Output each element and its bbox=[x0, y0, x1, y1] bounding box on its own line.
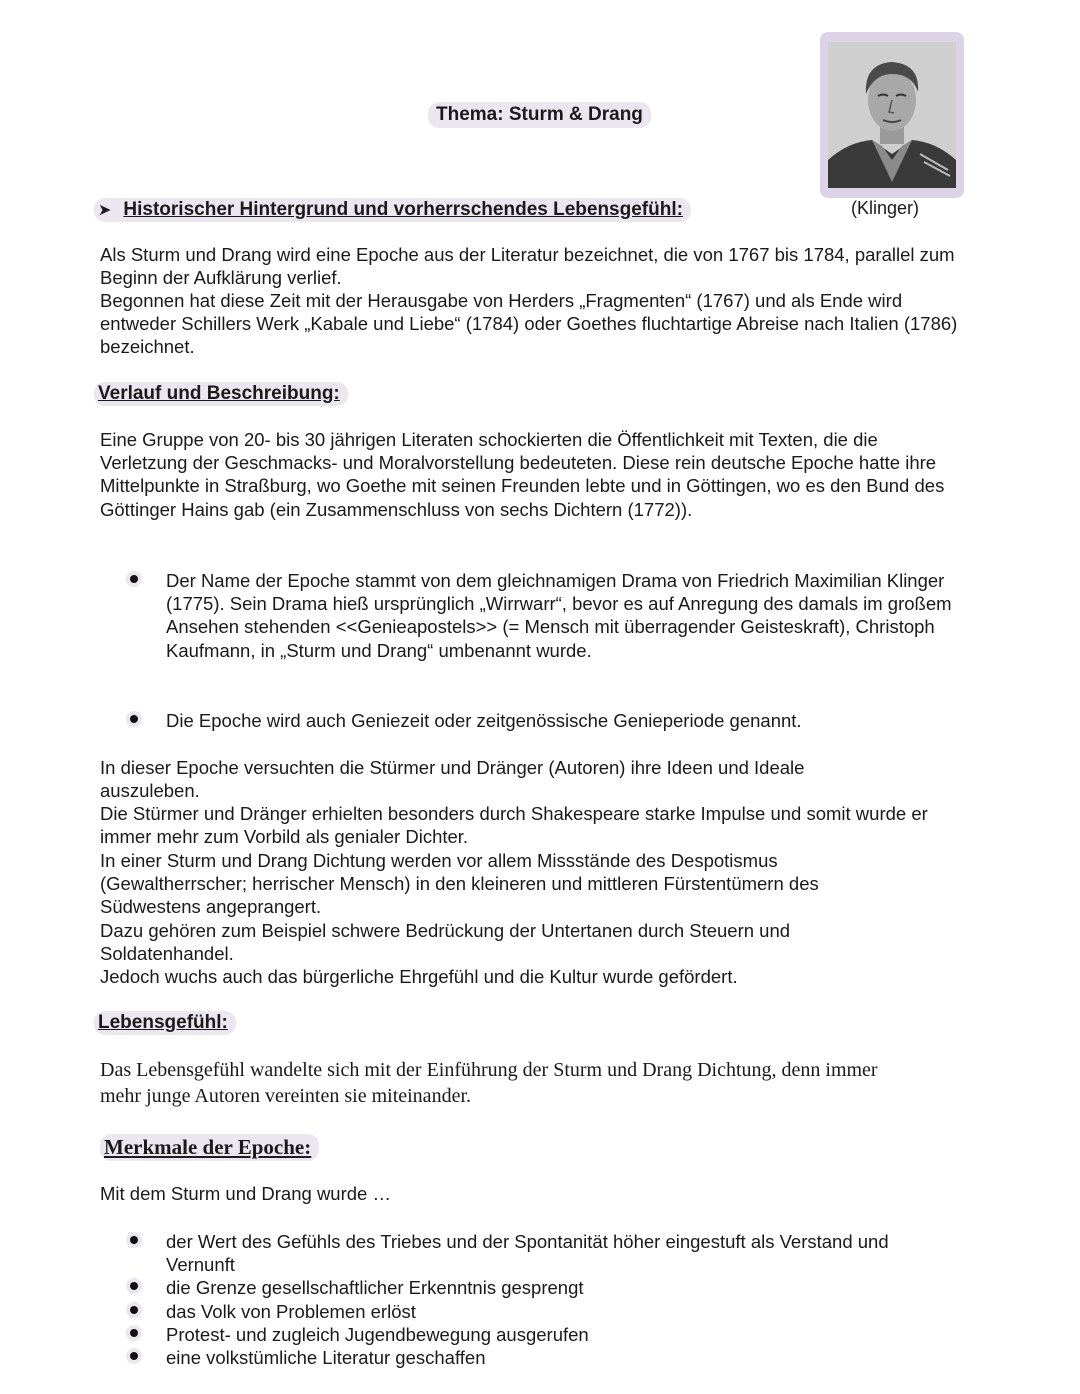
paragraph-despotism: In einer Sturm und Drang Dichtung werden vor allem Missstände des Despotismus (Gewaltherrscher; herrischer Mensch) in den kleineren und mittleren Fürstentümern des Südwestens angeprangert. bbox=[100, 850, 819, 918]
bullet-dot-icon bbox=[130, 1352, 138, 1360]
list-item: der Wert des Gefühls des Triebes und der Spontanität höher eingestuft als Verstand und Vernunft bbox=[126, 1230, 956, 1276]
bullet-dot-icon bbox=[130, 1282, 138, 1290]
bullet-dot-icon bbox=[130, 1329, 138, 1337]
bullet-list-name-origin bbox=[126, 569, 956, 662]
bullet-list-genius-age bbox=[126, 709, 956, 732]
section-heading-historical bbox=[94, 198, 691, 222]
portrait-caption: (Klinger) bbox=[851, 198, 920, 218]
bullet-dot-icon bbox=[130, 1236, 138, 1244]
paragraph-group-description: Eine Gruppe von 20- bis 30 jährigen Literaten schockierten die Öffentlichkeit mit Texten, die die Verletzung der Geschmacks- und Moralvorstellung bedeuteten. Diese rein deutsche Epoche hatte ihre Mittelpunkte in Straßburg, wo Goethe mit seinen Freunden lebte und in Göttingen, wo es den Bund des Göttinger Hains gab (ein Zusammenschluss von sechs Dichtern (1772)). bbox=[100, 429, 945, 520]
paragraph-features-intro: Mit dem Sturm und Drang wurde … bbox=[100, 1183, 391, 1204]
paragraph-civic-honor: Jedoch wuchs auch das bürgerliche Ehrgefühl und die Kultur wurde gefördert. bbox=[100, 966, 738, 987]
list-item: die Grenze gesellschaftlicher Erkenntnis gesprengt bbox=[126, 1276, 956, 1299]
paragraph-life-feeling: Das Lebensgefühl wandelte sich mit der Einführung der Sturm und Drang Dichtung, denn immer mehr junge Autoren vereinten sie miteinander. bbox=[100, 1059, 878, 1107]
page-title: Thema: Sturm & Drang bbox=[428, 102, 651, 128]
section-heading-life-feeling: Lebensgefühl: bbox=[94, 1011, 236, 1035]
list-item: Die Epoche wird auch Geniezeit oder zeitgenössische Genieperiode genannt. bbox=[126, 709, 956, 732]
list-item: Der Name der Epoche stammt von dem gleichnamigen Drama von Friedrich Maximilian Klinger (1775). Sein Drama hieß ursprünglich „Wirrwarr“, bevor es auf Anregung des damals im großem Ansehen stehenden <<Genieapostels>> (= Mensch mit überragender Geisteskraft), Christoph Kaufmann, in „Sturm und Drang“ umbenannt wurde. bbox=[126, 569, 956, 662]
portrait-frame bbox=[820, 32, 964, 198]
section-heading-features: Merkmale der Epoche: bbox=[100, 1134, 319, 1161]
paragraph-oppression: Dazu gehören zum Beispiel schwere Bedrückung der Untertanen durch Steuern und Soldatenhandel. bbox=[100, 920, 791, 965]
section-heading-historical-text: Historischer Hintergrund und vorherrschendes Lebensgefühl: bbox=[123, 199, 683, 220]
bullet-dot-icon bbox=[130, 575, 138, 583]
klinger-portrait-image bbox=[828, 42, 956, 188]
section-heading-course: Verlauf und Beschreibung: bbox=[94, 382, 348, 406]
paragraph-epoch-begin-end: Begonnen hat diese Zeit mit der Herausgabe von Herders „Fragmenten“ (1767) und als Ende wird entweder Schillers Werk „Kabale und Liebe“ (1784) oder Goethes fluchtartige Abreise nach Italien (1786) bezeichnet. bbox=[100, 290, 958, 358]
bullet-dot-icon bbox=[130, 715, 138, 723]
bullet-list-features bbox=[126, 1230, 956, 1369]
list-item: das Volk von Problemen erlöst bbox=[126, 1300, 956, 1323]
list-item: eine volkstümliche Literatur geschaffen bbox=[126, 1346, 956, 1369]
bullet-dot-icon bbox=[130, 1306, 138, 1314]
arrow-bullet-icon: ➤ bbox=[98, 202, 112, 219]
paragraph-epoch-dates: Als Sturm und Drang wird eine Epoche aus der Literatur bezeichnet, die von 1767 bis 1784, parallel zum Beginn der Aufklärung verlief. bbox=[100, 244, 955, 289]
paragraph-ideals: In dieser Epoche versuchten die Stürmer und Dränger (Autoren) ihre Ideen und Ideale auszuleben. bbox=[100, 757, 805, 802]
list-item: Protest- und zugleich Jugendbewegung ausgerufen bbox=[126, 1323, 956, 1346]
paragraph-shakespeare: Die Stürmer und Dränger erhielten besonders durch Shakespeare starke Impulse und somit wurde er immer mehr zum Vorbild als genialer Dichter. bbox=[100, 803, 928, 848]
